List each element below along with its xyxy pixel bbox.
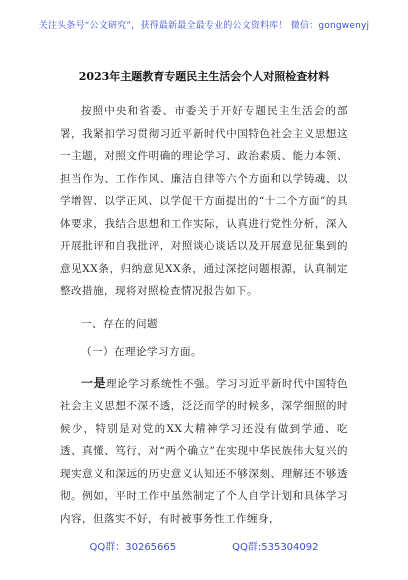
document-title: 2023年主题教育专题民主生活会个人对照检查材料 — [78, 70, 330, 83]
point-paragraph — [60, 372, 348, 531]
subsection-heading: （一）在理论学习方面。 — [81, 346, 202, 358]
qq-group-1: QQ群：30265665 — [89, 542, 177, 553]
intro-paragraph: 按照中央和省委、市委关于开好专题民主生活会的部署，我紧扣学习贯彻习近平新时代中国特色社会主义思想这一主题，对照文件明确的理论学习、政治素质、能力本领、担当作为、工作作风、廉洁自律等六个方面和以学铸魂、以学增智、以学正风、以学促干方面提出的“十二个方面”的具体要求，我结合思想和工作实际，认真进行党性分析，深入开展批评和自我批评，对照谈心谈话以及开展意见征集到的意见XX条，归纳意见XX条，通过深挖问题根源，认真制定整改措施，现将对照检查情况报告如下。 — [60, 105, 348, 297]
section-heading: 一、存在的问题 — [81, 317, 158, 330]
document-body — [60, 68, 348, 530]
point-text: 理论学习系统性不强。学习习近平新时代中国特色社会主义思想不深不透，泛泛而学的时候多，深学细照的时候少，特别是对党的XX大精神学习还没有做到学通、吃透、真懂、笃行，对“两个确立”在实现中华民族伟大复兴的现实意义和深远的历史意义认知还不够深刻、理解还不够透彻。例如，平时工作中虽然制定了个人自学计划和具体学习内容，但落实不好，有时被事务性工作缠身， — [60, 377, 349, 525]
promo-banner: 关注头条号“公文研究”，获得最新最全最专业的公文资料库！ 微信：gongwenyj — [38, 21, 370, 31]
qq-group-2: QQ群:535304092 — [232, 542, 319, 553]
footer-contacts — [0, 538, 408, 553]
point-lead: 一是 — [81, 375, 107, 390]
